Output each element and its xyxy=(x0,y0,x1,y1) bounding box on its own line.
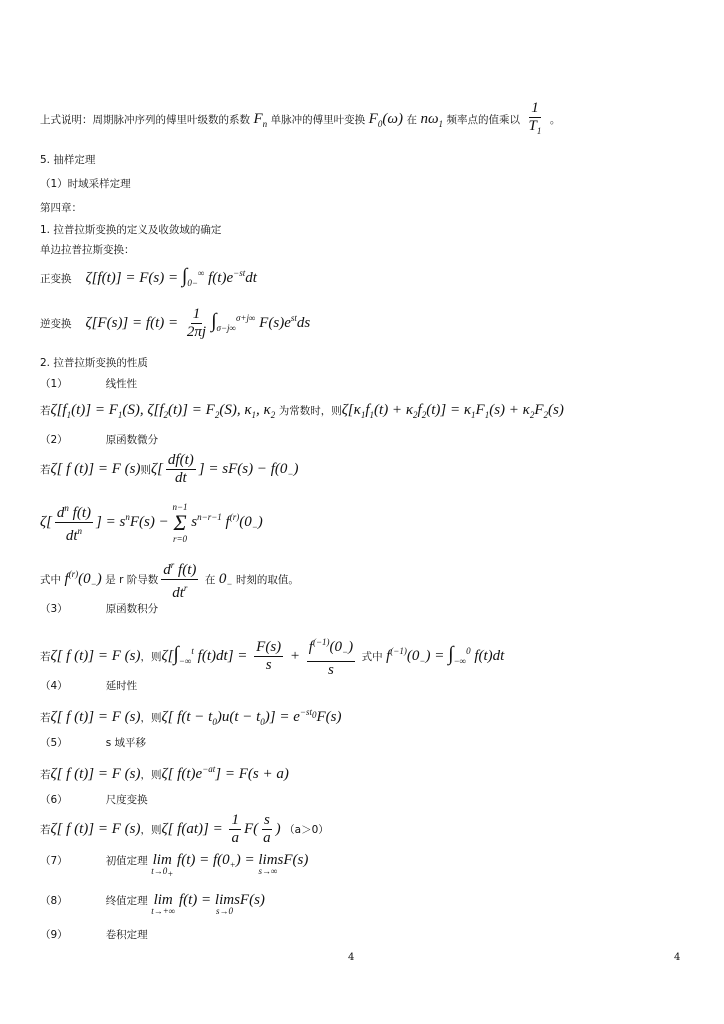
property-1-formula: 若$\zeta[f_1(t)] = F_1(S)$, $\zeta[f_2(t)] = F_2(S)$, $\kappa_1$, $\kappa_2$ 为常数时，则$\zeta[\kappa_1f_1(t) + \kappa_2f_2(t)] = \kappa_1F_1(s) + \kappa_2F_2(s)$ xyxy=(40,402,564,420)
property-8-line: （8） 终值定理 lim t→+∞ f(t) = lim s→0 sF(s) xyxy=(40,892,265,916)
forward-formula: $\zeta[f(t)] = F(s) = \int_{0-}^\infty$ $f(t)e^{-st}dt$ xyxy=(85,265,257,288)
inverse-formula: ζ[F(s)] = f(t) = $\frac{1}{2\pi j}$ $\int_{\sigma-j\infty}^{\sigma+j\infty}$ $F(s)e^{st}ds$ xyxy=(85,306,311,340)
property-9-heading: （9） 卷积定理 xyxy=(40,929,148,941)
symbol-f0: $F_0(\omega)$ xyxy=(368,111,403,129)
property-2-heading: （2） 原函数微分 xyxy=(40,434,159,446)
property-2-note: 式中 $f^{(r)}(0_-)$ 是 r 阶导数 $\frac{d^r f(t)}{dt^r}$ 在 $0_-$ 时刻的取值。 xyxy=(40,557,299,602)
forward-label: 正变换 xyxy=(40,273,72,285)
property-3-formula: 若ζ[ f (t)] = F (s)，则$\zeta[\int_{-\infty}^t$ f(t)dt] = $\frac{F(s)}{s}$ + $\frac{f^{(-1)}(0_-)}{s}$ 式中 $f^{(-1)}(0_-) = \int_{-\infty}^0$ f(t)dt xyxy=(40,634,504,679)
section-5-1-heading: （1）时域采样定理 xyxy=(40,178,131,190)
chapter-4-heading: 第四章： xyxy=(40,202,82,214)
intro-line xyxy=(40,100,560,140)
page-number-right: 4 xyxy=(674,952,681,963)
property-2-formula-1: 若ζ[ f (t)] = F (s)则ζ[ $\frac{df(t)}{dt}$ ] = $sF(s) - f(0_-)$ xyxy=(40,452,299,486)
property-5-heading: （5） s 域平移 xyxy=(40,737,146,749)
section-2-heading: 2. 拉普拉斯变换的性质 xyxy=(40,357,148,369)
forward-transform xyxy=(40,266,257,290)
property-4-heading: （4） 延时性 xyxy=(40,680,138,692)
inverse-label: 逆变换 xyxy=(40,317,72,330)
property-2-formula-2: ζ[ $\frac{d^n f(t)}{dt^n}$ ] = $s^nF(s)$ − n−1 Σ r=0 $s^{n-r-1}$ $f^{(r)}(0_-)$ xyxy=(40,501,263,544)
symbol-fn: $F_n$ xyxy=(253,111,268,129)
intro-tail-text: 频率点的值乘以 xyxy=(446,114,521,126)
property-7-line: （7） 初值定理 lim $t\to 0_+$ $f(t) = f(0_+)$ = lim s→∞ sF(s) xyxy=(40,852,309,879)
unilateral-heading: 单边拉普拉斯变换： xyxy=(40,244,135,256)
property-6-heading: （6） 尺度变换 xyxy=(40,794,148,806)
intro-at-text: 在 xyxy=(406,114,417,126)
property-1-heading: （1） 线性性 xyxy=(40,378,138,390)
section-5-heading: 5. 抽样定理 xyxy=(40,154,96,166)
inverse-transform xyxy=(40,306,310,341)
section-1-heading: 1. 拉普拉斯变换的定义及收敛域的确定 xyxy=(40,224,222,236)
symbol-nw: $n\omega_1$ xyxy=(420,111,444,129)
fraction-1-over-t1: $\frac{1}{T_1}$ xyxy=(528,100,542,136)
property-3-heading: （3） 原函数积分 xyxy=(40,603,159,615)
intro-text: 上式说明：周期脉冲序列的傅里叶级数的系数 xyxy=(40,114,250,126)
property-5-formula: 若ζ[ f (t)] = F (s)，则ζ[ $f(t)e^{-at}] = F(s + a)$ xyxy=(40,764,289,782)
intro-mid-text: 单脉冲的傅里叶变换 xyxy=(270,114,366,126)
property-4-formula: 若ζ[ f (t)] = F (s)，则ζ[ $f(t - t_0)u(t - t_0)] = e^{-st_0}F(s)$ xyxy=(40,707,342,727)
property-6-formula: 若ζ[ f (t)] = F (s)，则ζ[ f(at)] = $\frac{1}{a}$ F( $\frac{s}{a}$ ) （a＞0） xyxy=(40,812,329,846)
intro-end: 。 xyxy=(549,114,561,126)
page-number-left: 4 xyxy=(348,952,355,963)
